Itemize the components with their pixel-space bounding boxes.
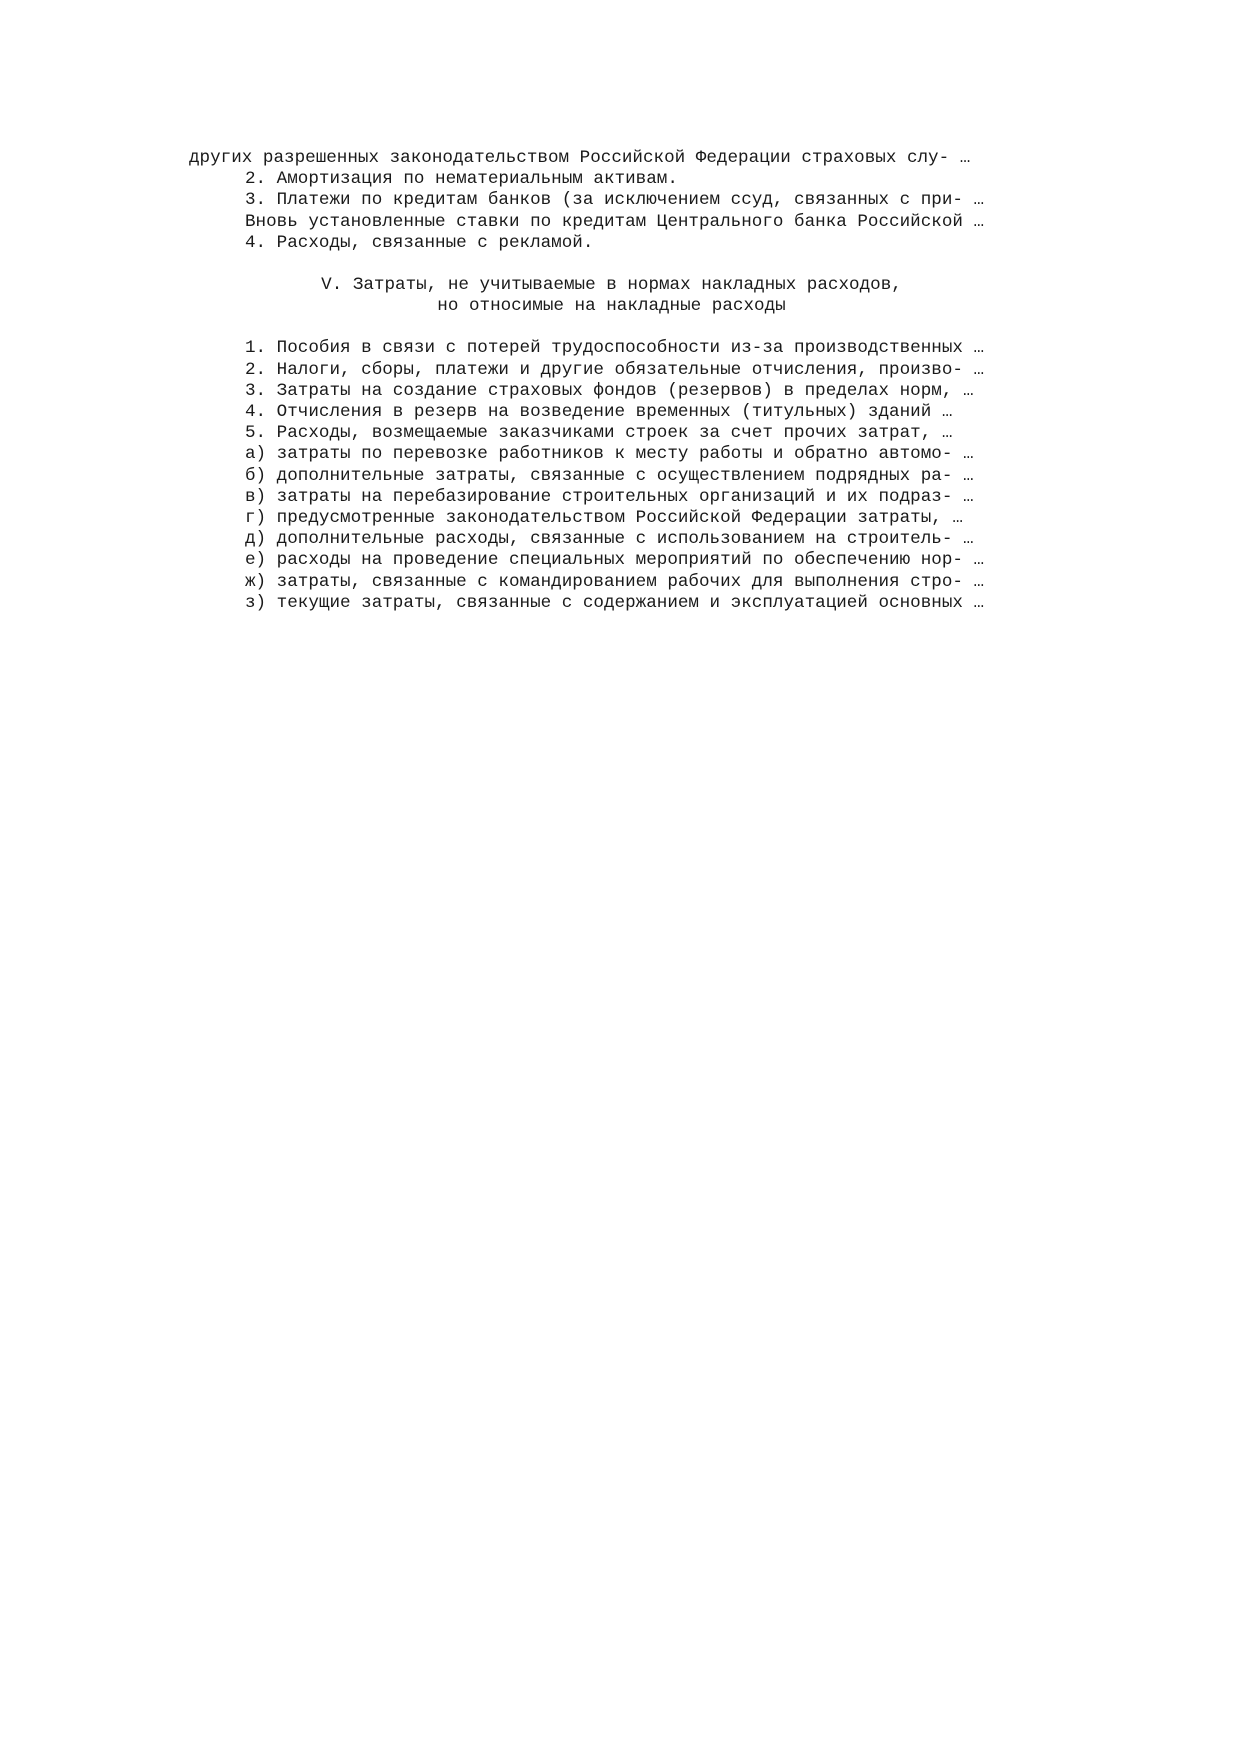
paragraph-s2: 2. Налоги, сборы, платежи и другие обязательные отчисления, произво- …	[245, 359, 985, 380]
paragraph-p2: 2. Амортизация по нематериальным активам.	[245, 169, 678, 190]
paragraph-s4: 4. Отчисления в резерв на возведение временных (титульных) зданий …	[245, 402, 953, 423]
paragraph-p4: 4. Расходы, связанные с рекламой.	[245, 232, 594, 253]
paragraph-s5zh: ж) затраты, связанные с командированием рабочих для выполнения стро- …	[245, 571, 985, 592]
paragraph-s3: 3. Затраты на создание страховых фондов (резервов) в пределах норм, …	[245, 380, 974, 401]
paragraph-s5b: б) дополнительные затраты, связанные с осуществлением подрядных ра- …	[245, 465, 974, 486]
paragraph-s5z: з) текущие затраты, связанные с содержанием и эксплуатацией основных …	[245, 592, 985, 613]
section-paragraphs	[189, 338, 1034, 614]
paragraph-p3b: Вновь установленные ставки по кредитам Центрального банка Российской …	[245, 211, 985, 232]
paragraph-s5d: д) дополнительные расходы, связанные с использованием на строитель- …	[245, 529, 974, 550]
paragraph-continuation: других разрешенных законодательством Российской Федерации страховых слу- …	[189, 148, 971, 168]
paragraph-s5g: г) предусмотренные законодательством Российской Федерации затраты, …	[245, 508, 963, 529]
section-heading: V. Затраты, не учитываемые в нормах накладных расходов, но относимые на накладные расходы	[321, 275, 902, 317]
paragraph-s5: 5. Расходы, возмещаемые заказчиками строек за счет прочих затрат, …	[245, 423, 953, 444]
paragraph-p3: 3. Платежи по кредитам банков (за исключением ссуд, связанных с при- …	[245, 190, 985, 211]
document-page	[189, 148, 1034, 614]
paragraph-s5a: а) затраты по перевозке работников к месту работы и обратно автомо- …	[245, 444, 974, 465]
paragraph-s5v: в) затраты на перебазирование строительных организаций и их подраз- …	[245, 486, 974, 507]
intro-paragraphs	[189, 148, 1034, 254]
paragraph-s1: 1. Пособия в связи с потерей трудоспособности из-за производственных …	[245, 338, 985, 359]
paragraph-s5e: е) расходы на проведение специальных мероприятий по обеспечению нор- …	[245, 550, 985, 571]
